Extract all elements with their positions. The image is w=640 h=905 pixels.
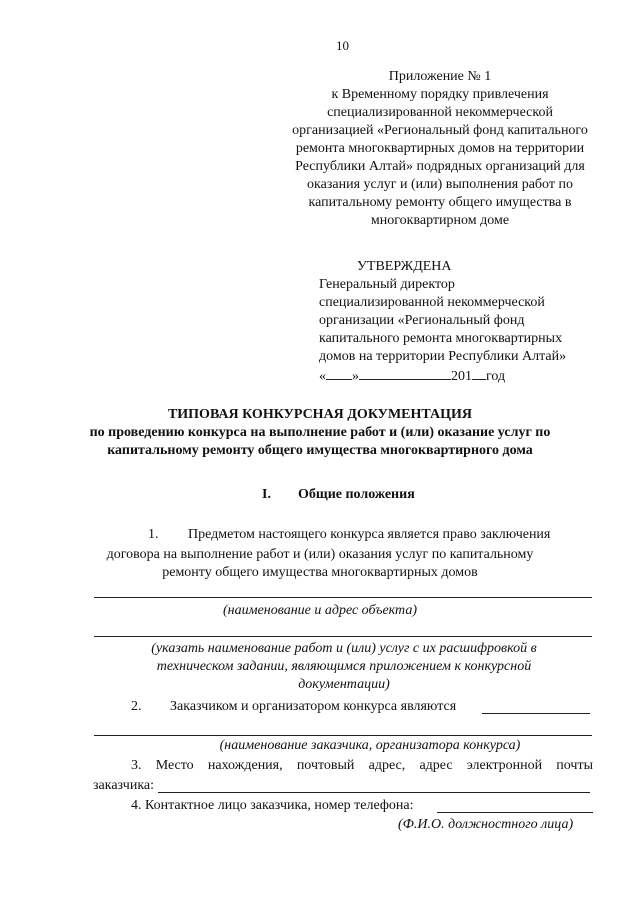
approval-date-quote-close: »	[352, 369, 359, 384]
appendix-line: оказания услуг и (или) выполнения работ по	[307, 177, 573, 192]
approval-heading: УТВЕРЖДЕНА	[357, 259, 452, 274]
item-3-word: почты	[556, 758, 593, 773]
approval-line: специализированной некоммерческой	[319, 295, 545, 310]
approval-line: капитального ремонта многоквартирных	[319, 331, 563, 346]
approval-line: организации «Региональный фонд	[319, 313, 525, 328]
section-heading: Общие положения	[298, 487, 415, 502]
approval-date-year: 201	[451, 369, 472, 384]
contact-blank-line	[437, 812, 593, 813]
works-hint-line-2: техническом задании, являющимся приложением к конкурсной	[156, 659, 532, 674]
appendix-line: специализированной некоммерческой	[327, 105, 553, 120]
item-3-word: адрес,	[368, 758, 406, 773]
year-blank	[472, 366, 486, 380]
approval-date-suffix: год	[486, 369, 506, 384]
item-4-text: 4. Контактное лицо заказчика, номер телефона:	[131, 798, 414, 813]
month-blank	[359, 366, 451, 380]
object-blank-line	[94, 597, 592, 598]
item-1-line-2: договора на выполнение работ и (или) оказания услуг по капитальному	[106, 547, 534, 562]
item-3-line-1	[131, 757, 593, 775]
section-number: I.	[262, 487, 271, 502]
works-hint-line-1: (указать наименование работ и (или) услуг с их расшифровкой в	[151, 641, 537, 656]
appendix-line: организацией «Региональный фонд капитального	[292, 123, 588, 138]
day-blank	[326, 366, 352, 380]
item-2-text: Заказчиком и организатором конкурса являются	[170, 699, 457, 714]
item-3-word: электронной	[466, 758, 543, 773]
customer-blank-line	[94, 735, 592, 736]
appendix-line: многоквартирном доме	[370, 213, 510, 228]
item-3-line-2: заказчика:	[93, 778, 155, 793]
appendix-title: Приложение № 1	[388, 69, 492, 84]
object-hint: (наименование и адрес объекта)	[223, 603, 417, 618]
item-3-word: Место	[155, 758, 194, 773]
item-1-line-3: ремонту общего имущества многоквартирных домов	[162, 565, 478, 580]
title-line-3: капитальному ремонту общего имущества многоквартирного дома	[107, 443, 533, 458]
customer-inline-blank	[482, 713, 590, 714]
page-number: 10	[336, 38, 349, 53]
appendix-line: к Временному порядку привлечения	[331, 87, 549, 102]
item-3-word: нахождения,	[207, 758, 283, 773]
item-2-number: 2.	[131, 699, 142, 714]
item-3-word: адрес	[419, 758, 453, 773]
email-blank-line	[158, 792, 590, 793]
contact-hint: (Ф.И.О. должностного лица)	[398, 817, 574, 832]
works-blank-line	[94, 636, 592, 637]
appendix-line: капитальному ремонту общего имущества в	[308, 195, 572, 210]
works-hint-line-3: документации)	[298, 677, 390, 692]
item-3-word: почтовый	[296, 758, 355, 773]
appendix-line: Республики Алтай» подрядных организаций для	[295, 159, 585, 174]
customer-hint: (наименование заказчика, организатора конкурса)	[219, 738, 521, 753]
item-3-number: 3.	[131, 758, 142, 773]
appendix-line: ремонта многоквартирных домов на территории	[295, 141, 585, 156]
title-line-1: ТИПОВАЯ КОНКУРСНАЯ ДОКУМЕНТАЦИЯ	[167, 407, 473, 422]
approval-date-quote-open: «	[319, 369, 326, 384]
item-1-number: 1.	[148, 527, 159, 542]
approval-date	[319, 366, 505, 386]
title-line-2: по проведению конкурса на выполнение работ и (или) оказание услуг по	[89, 425, 551, 440]
approval-line: Генеральный директор	[319, 277, 455, 292]
approval-line: домов на территории Республики Алтай»	[319, 349, 567, 364]
item-1-line-1: Предметом настоящего конкурса является право заключения	[188, 527, 551, 542]
